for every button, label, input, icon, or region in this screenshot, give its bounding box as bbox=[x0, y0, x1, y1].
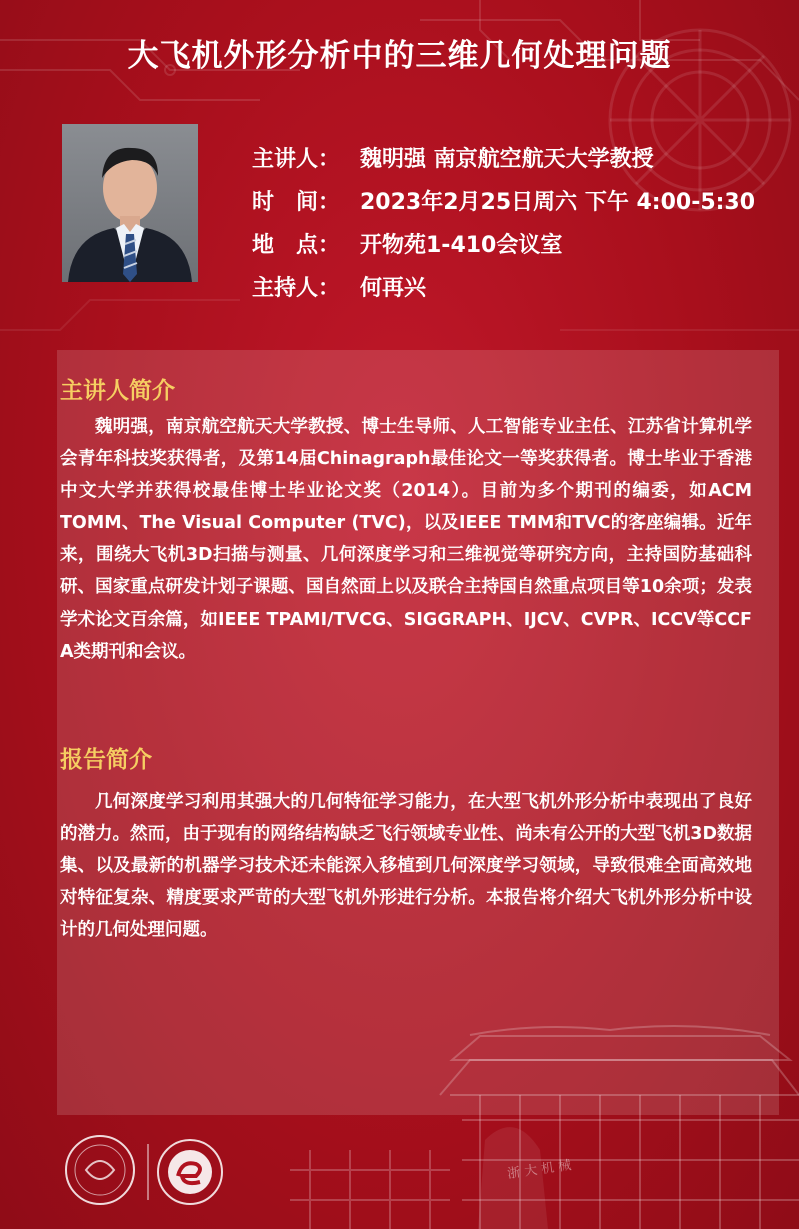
abstract-text: 几何深度学习利用其强大的几何特征学习能力，在大型飞机外形分析中表现出了良好的潜力。然而，由于现有的网络结构缺乏飞行领域专业性、尚未有公开的大型飞机3D数据集、以及最新的机器学习技术还未能深入移植到几何深度学习领域，导致很难全面高效地对特征复杂、精度要求严苛的大型飞机外形进行分析。本报告将介绍大飞机外形分析中设计的几何处理问题。 bbox=[60, 792, 752, 941]
speaker-label: 主讲人： bbox=[252, 147, 341, 172]
speaker-value: 魏明强 南京航空航天大学教授 bbox=[360, 147, 654, 172]
bio-text: 魏明强，南京航空航天大学教授、博士生导师、人工智能专业主任、江苏省计算机学会青年科技奖获得者，及第14届Chinagraph最佳论文一等奖获得者。博士毕业于香港中文大学并获得校最佳博士毕业论文奖（2014）。目前为多个期刊的编委，如ACM TOMM、The Visual Computer (TVC)，以及IEEE TMM和TVC的客座编辑。近年来，围绕大飞机3D扫描与测量、几何深度学习和三维视觉等研究方向，主持国防基础科研、国家重点研发计划子课题、国自然面上以及联合主持国自然重点项目等10余项；发表学术论文百余篇，如IEEE TPAMI/TVCG、SIGGRAPH、IJCV、CVPR、ICCV等CCF A类期刊和会议。 bbox=[60, 417, 752, 662]
bio-heading: 主讲人简介 bbox=[60, 378, 175, 404]
time-value: 2023年2月25日周六 下午 4:00-5:30 bbox=[360, 190, 756, 215]
host-label: 主持人： bbox=[252, 276, 341, 301]
svg-text:浙 大 机 械: 浙 大 机 械 bbox=[506, 1158, 573, 1182]
place-label: 地 点： bbox=[252, 233, 341, 258]
page-title: 大飞机外形分析中的三维几何处理问题 bbox=[127, 38, 672, 74]
time-label: 时 间： bbox=[252, 190, 341, 215]
logos bbox=[62, 1132, 242, 1212]
zhejiang-university-seal-icon bbox=[66, 1136, 134, 1204]
college-logo-icon bbox=[158, 1140, 222, 1204]
abstract-heading: 报告简介 bbox=[60, 747, 152, 773]
place-value: 开物苑1-410会议室 bbox=[360, 233, 563, 258]
host-value: 何再兴 bbox=[360, 276, 427, 301]
